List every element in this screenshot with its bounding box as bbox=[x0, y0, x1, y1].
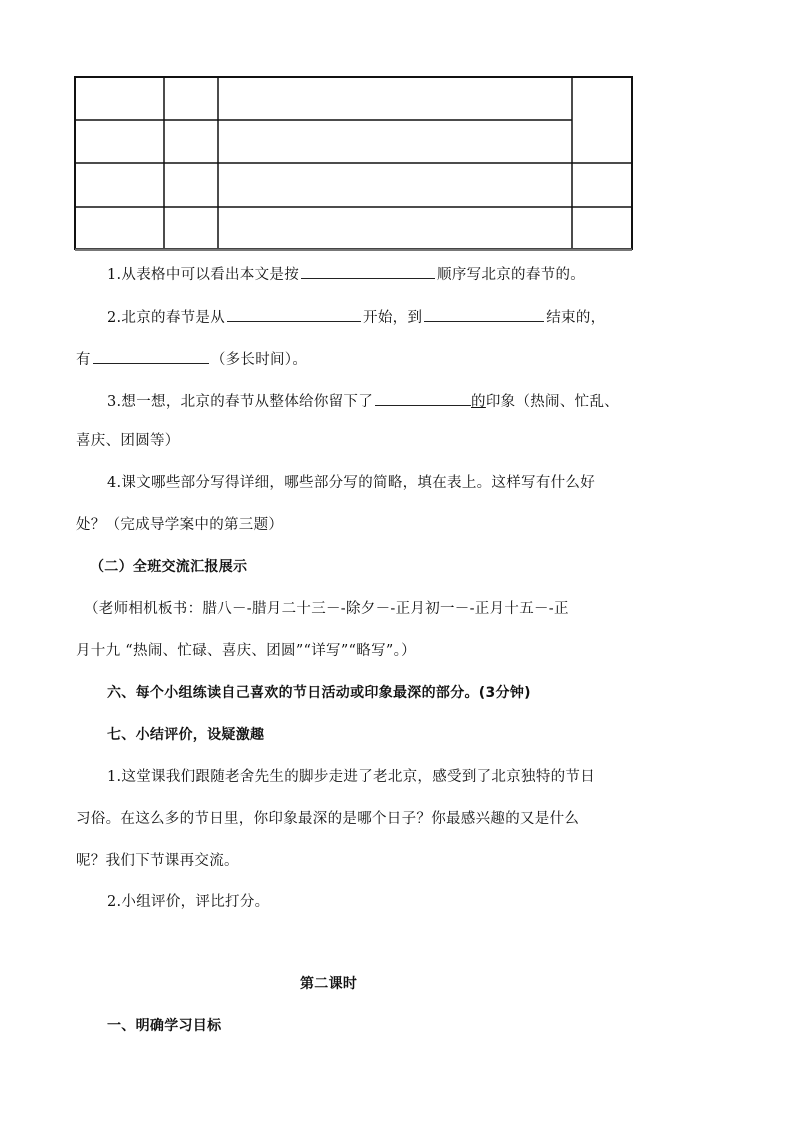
summary-p1-line-1: 1.这堂课我们跟随老舍先生的脚步走进了老北京，感受到了北京独特的节日 bbox=[107, 769, 596, 785]
question-1-text-end: 顺序写北京的春节的。 bbox=[437, 267, 586, 283]
section-6-heading: 六、每个小组练读自己喜欢的节日活动或印象最深的部分。(3分钟) bbox=[107, 685, 531, 701]
question-3-text: 3.想一想，北京的春节从整体给你留下了 bbox=[107, 394, 374, 410]
question-3-text-2: 喜庆、团圆等） bbox=[76, 433, 180, 449]
question-2-text: 2.北京的春节是从 bbox=[107, 310, 226, 326]
question-4-text: 4.课文哪些部分写得详细，哪些部分写的简略，填在表上。这样写有什么好 bbox=[107, 475, 596, 491]
question-3-underlined: 的 bbox=[471, 394, 486, 410]
summary-p1-line-2: 习俗。在这么多的节日里，你印象最深的是哪个日子？你最感兴趣的又是什么 bbox=[76, 811, 580, 827]
question-2-text-2: 有 bbox=[76, 352, 91, 368]
question-3 bbox=[107, 389, 619, 412]
question-2-text-3: （多长时间）。 bbox=[210, 352, 308, 368]
board-notes-line-1: （老师相机板书：腊八－-腊月二十三－-除夕－-正月初一－-正月十五－-正 bbox=[84, 601, 569, 617]
question-3-cont bbox=[76, 431, 180, 451]
summary-p2: 2.小组评价，评比打分。 bbox=[107, 894, 270, 910]
table-grid bbox=[74, 76, 634, 251]
fill-in-table bbox=[74, 76, 634, 251]
question-3-text-end: 印象（热闹、忙乱、 bbox=[485, 394, 620, 410]
question-2-cont bbox=[76, 347, 307, 370]
summary-p1-line-3: 呢？我们下节课再交流。 bbox=[76, 853, 239, 869]
blank-field[interactable] bbox=[301, 262, 435, 279]
section-2-heading: （二）全班交流汇报展示 bbox=[90, 559, 248, 575]
lesson-2-title: 第二课时 bbox=[300, 976, 358, 992]
question-1 bbox=[107, 262, 585, 285]
question-4-text-2: 处？（完成导学案中的第三题） bbox=[76, 517, 284, 533]
question-1-text: 1.从表格中可以看出本文是按 bbox=[107, 267, 300, 283]
blank-field[interactable] bbox=[375, 389, 471, 406]
question-4 bbox=[107, 473, 595, 493]
lesson-2-heading: 一、明确学习目标 bbox=[107, 1018, 222, 1034]
section-7-heading: 七、小结评价，设疑激趣 bbox=[107, 727, 265, 743]
question-2 bbox=[107, 305, 605, 328]
board-notes-line-2: 月十九 “热闹、忙碌、喜庆、团圆”“详写”“略写”。） bbox=[76, 643, 416, 659]
blank-field[interactable] bbox=[424, 305, 544, 322]
question-4-cont bbox=[76, 515, 283, 535]
question-2-text-mid: 开始，到 bbox=[363, 310, 423, 326]
question-2-text-end: 结束的， bbox=[546, 310, 606, 326]
blank-field[interactable] bbox=[227, 305, 361, 322]
blank-field[interactable] bbox=[93, 347, 209, 364]
